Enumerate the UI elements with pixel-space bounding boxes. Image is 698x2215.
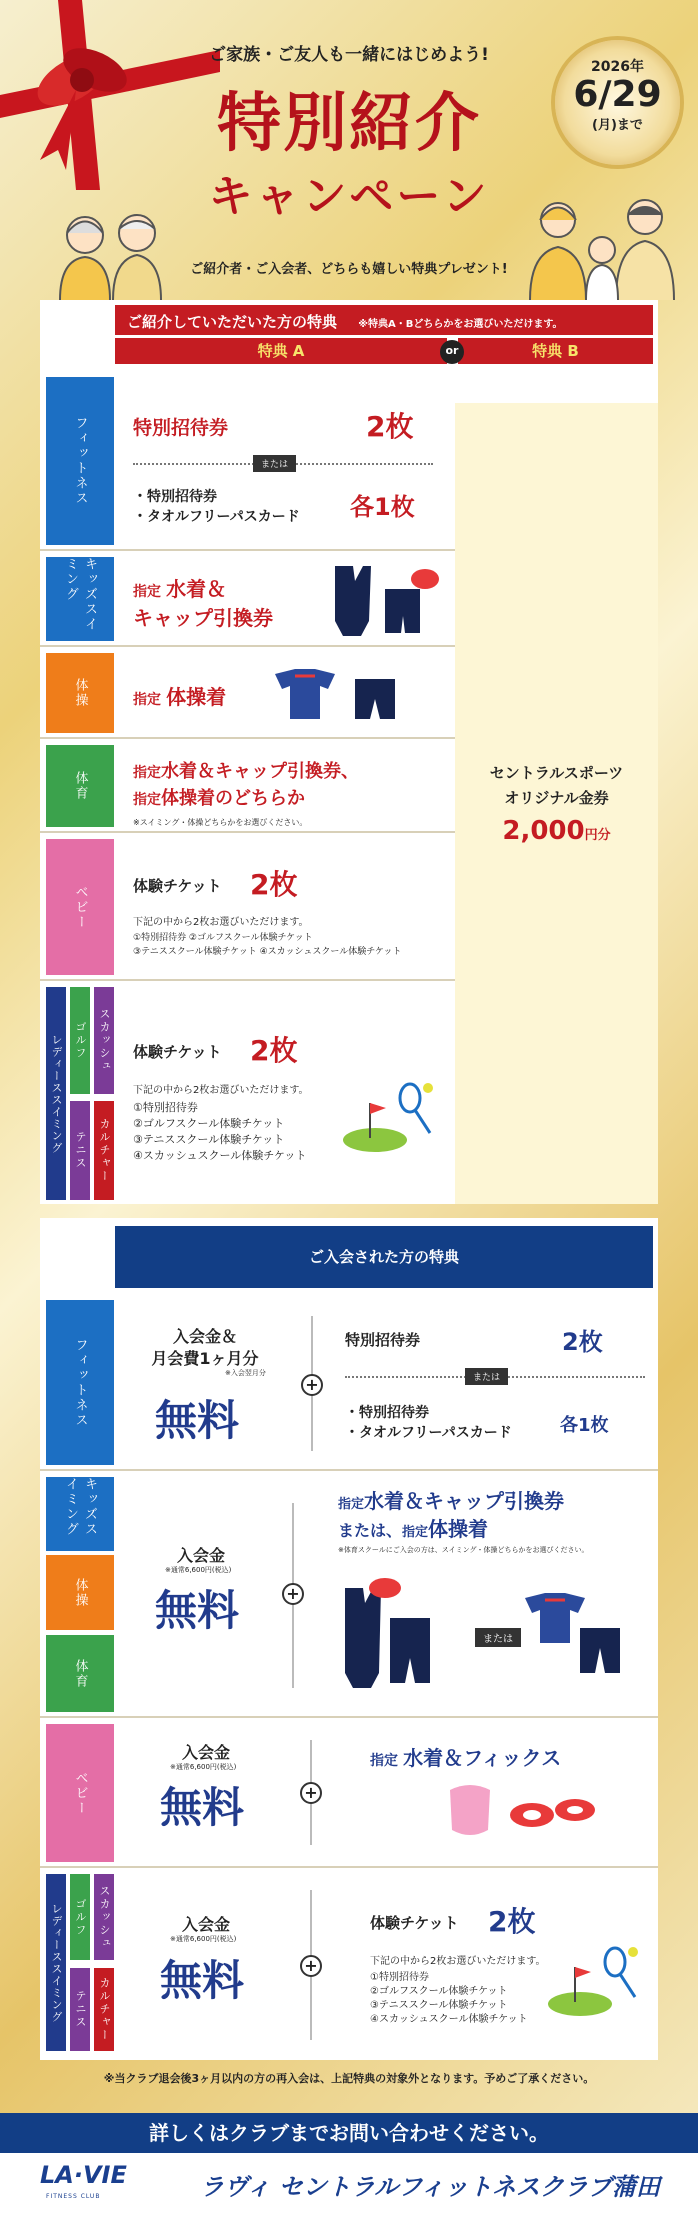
tab-pe: 体育	[46, 1635, 114, 1712]
perk-or-badge: or	[440, 340, 464, 364]
kids-or-label: または	[475, 1628, 521, 1647]
joiner-other-choose: 下記の中から2枚お選びいただけます。	[370, 1956, 546, 1967]
kids-swim-text	[133, 573, 273, 631]
intro-text: ご家族・ご友人も一緒にはじめよう!	[209, 45, 489, 65]
swimsuit-label: 水着＆	[166, 577, 227, 601]
joiner-fitness-p2b: ・タオルフリーパスカード	[345, 1425, 512, 1441]
kids-free: 無料	[155, 1586, 240, 1635]
joiner-other-option: ④スカッシュスクール体験チケット	[370, 2014, 528, 2025]
tab-kids-swim: キッズスイミング	[46, 557, 114, 641]
tab-fitness: フィットネス	[46, 1300, 114, 1465]
joiner-row-baby	[40, 1720, 658, 1868]
tab-ladies-swim: レディーススイミング	[46, 987, 66, 1200]
tab-baby: ベビー	[46, 1724, 114, 1862]
gift-voucher-line2: オリジナル金券	[504, 788, 609, 807]
gift-voucher-line1: セントラルスポーツ	[489, 763, 624, 782]
baby-fee-note: ※通常6,600円(税込)	[170, 1763, 237, 1771]
elderly-couple-illustration	[45, 205, 175, 300]
tab-tennis: テニス	[70, 1101, 90, 1200]
other-qty: 2枚	[250, 1034, 298, 1067]
tab-squash: スカッシュ	[94, 1874, 114, 1960]
plus-icon: +	[301, 1374, 323, 1396]
swimsuit-icon	[325, 561, 445, 641]
pe-text	[133, 759, 359, 813]
kids-fee-note: ※通常6,600円(税込)	[165, 1566, 232, 1574]
fitness-qty2: 各1枚	[350, 493, 415, 521]
joiner-row-other	[40, 1870, 658, 2055]
referrer-header-note: ※特典A・Bどちらかをお選びいただけます。	[358, 319, 563, 330]
fitness-fee-line2: 月会費1ヶ月分	[151, 1349, 259, 1368]
designated-label: 指定	[338, 1497, 365, 1512]
tab-pe: 体育	[46, 745, 114, 827]
fitness-or-label: または	[253, 455, 296, 472]
other-ticket: 体験チケット	[133, 1043, 222, 1061]
footer-logo	[0, 2153, 698, 2215]
page-title: 特別紹介	[217, 87, 481, 161]
other-fee-note: ※通常6,600円(税込)	[170, 1935, 237, 1943]
joiner-row-fitness	[40, 1296, 658, 1471]
tab-baby: ベビー	[46, 839, 114, 975]
referrer-row-baby	[40, 835, 455, 981]
fitness-fee-line1: 入会金＆	[172, 1327, 237, 1346]
disclaimer: ※当クラブ退会後3ヶ月以内の方の再入会は、上記特典の対象外となります。予めご了承ください。	[103, 2072, 595, 2085]
deadline-suffix: (月)まで	[592, 118, 643, 133]
baby-swim-fix: 水着＆フィックス	[403, 1746, 562, 1770]
gym-outfit-icon	[520, 1588, 640, 1678]
kids-note: ※体育スクールにご入会の方は、スイミング・体操どちらかをお選びください。	[338, 1546, 589, 1554]
designated-label: 指定	[133, 765, 161, 781]
tab-squash: スカッシュ	[94, 987, 114, 1094]
gym-outfit-icon	[270, 664, 430, 724]
hero-banner	[0, 0, 698, 300]
tab-tennis: テニス	[70, 1968, 90, 2051]
baby-swimsuit-icon	[440, 1775, 600, 1845]
pe-option-1: 水着＆キャップ引換券、	[161, 761, 359, 782]
baby-options-2: ③テニススクール体験チケット ④スカッシュスクール体験チケット	[133, 947, 402, 957]
referrer-row-other	[40, 983, 455, 1204]
contact-banner: 詳しくはクラブまでお問い合わせください。	[0, 2113, 698, 2153]
joiner-other-qty: 2枚	[488, 1905, 536, 1938]
hero-tagline: ご紹介者・ご入会者、どちらも嬉しい特典プレゼント!	[190, 262, 508, 277]
gift-voucher-amount: 2,000	[502, 815, 585, 846]
kids-perk-line2	[338, 1513, 488, 1542]
designated-label: 指定	[133, 584, 161, 600]
joiner-fitness-p1: 特別招待券	[345, 1331, 421, 1349]
baby-free: 無料	[160, 1783, 245, 1832]
kids-fee: 入会金	[177, 1546, 226, 1565]
joiner-fitness-q2: 各1枚	[560, 1415, 609, 1436]
designated-label: 指定	[133, 692, 161, 708]
tab-ladies-swim: レディーススイミング	[46, 1874, 66, 2051]
perk-b-header: 特典 B	[458, 338, 653, 364]
joiner-fitness-q1: 2枚	[562, 1328, 603, 1356]
golf-tennis-icon	[340, 1078, 440, 1158]
other-option: ②ゴルフスクール体験チケット	[133, 1117, 285, 1130]
gym-outfit-label: 体操着	[166, 685, 227, 709]
joiner-other-option: ①特別招待券	[370, 1972, 429, 1983]
tab-culture: カルチャー	[94, 1968, 114, 2051]
other-fee: 入会金	[182, 1915, 231, 1934]
gift-voucher-unit: 円分	[584, 827, 611, 843]
cap-voucher-label: キャップ引換券	[133, 606, 273, 630]
referrer-row-fitness	[40, 373, 455, 551]
club-name: ラヴィ セントラルフィットネスクラブ蒲田	[200, 2173, 661, 2201]
baby-qty: 2枚	[250, 868, 298, 901]
joiner-fitness-p2a: ・特別招待券	[345, 1405, 429, 1421]
referrer-header	[115, 305, 653, 335]
gym-outfit-label: 体操着	[428, 1517, 489, 1541]
other-option: ①特別招待券	[133, 1101, 198, 1114]
brand-logo: LA·VIE	[40, 2161, 127, 2189]
deadline-seal	[555, 40, 680, 165]
swim-cap-voucher: 水着＆キャップ引換券	[364, 1489, 565, 1513]
other-free: 無料	[160, 1956, 245, 2005]
designated-label: 指定	[133, 792, 161, 808]
joiner-benefits-card	[40, 1218, 658, 2060]
swimsuit-icon	[335, 1563, 465, 1693]
gym-text	[133, 681, 226, 710]
joiner-row-kids	[40, 1473, 658, 1718]
page-subtitle: キャンペーン	[208, 171, 490, 222]
referrer-header-title: ご紹介していただいた方の特典	[127, 313, 338, 331]
baby-ticket: 体験チケット	[133, 877, 222, 895]
other-choose: 下記の中から2枚お選びいただけます。	[133, 1085, 309, 1096]
baby-options-1: ①特別招待券 ②ゴルフスクール体験チケット	[133, 933, 313, 943]
fitness-fee-note: ※入会翌月分	[225, 1369, 266, 1377]
baby-choose: 下記の中から2枚お選びいただけます。	[133, 917, 309, 928]
designated-label: 指定	[402, 1525, 429, 1540]
golf-tennis-icon	[545, 1942, 645, 2022]
fitness-qty: 2枚	[366, 410, 414, 443]
fitness-option-b: ・タオルフリーパスカード	[133, 509, 300, 525]
perk-b-panel	[455, 403, 658, 1204]
tab-gymnastics: 体操	[46, 653, 114, 733]
designated-label: 指定	[370, 1753, 398, 1769]
baby-perk	[370, 1742, 561, 1771]
pe-option-2: 体操着のどちらか	[161, 788, 305, 809]
deadline-year: 2026年	[591, 59, 644, 75]
other-option: ④スカッシュスクール体験チケット	[133, 1149, 307, 1162]
fitness-option-a: ・特別招待券	[133, 489, 217, 505]
referrer-benefits-card	[40, 300, 658, 1204]
perk-a-header: 特典 A	[115, 338, 447, 364]
plus-icon: +	[282, 1583, 304, 1605]
tab-golf: ゴルフ	[70, 987, 90, 1094]
tab-gymnastics: 体操	[46, 1555, 114, 1630]
tab-culture: カルチャー	[94, 1101, 114, 1200]
brand-logo-sub: FITNESS CLUB	[46, 2193, 101, 2200]
tab-golf: ゴルフ	[70, 1874, 90, 1960]
other-option: ③テニススクール体験チケット	[133, 1133, 285, 1146]
plus-icon: +	[300, 1782, 322, 1804]
baby-fee: 入会金	[182, 1743, 231, 1762]
fitness-ticket: 特別招待券	[133, 417, 229, 439]
joiner-fitness-or: または	[465, 1368, 508, 1385]
referrer-row-kids-swim	[40, 553, 455, 647]
plus-icon: +	[300, 1955, 322, 1977]
tab-fitness: フィットネス	[46, 377, 114, 545]
or-label: または、	[338, 1521, 403, 1540]
family-illustration	[520, 195, 690, 300]
gift-voucher-amount-wrap	[502, 816, 610, 846]
tab-kids-swim: キッズスイミング	[46, 1477, 114, 1551]
fitness-free: 無料	[155, 1396, 240, 1445]
deadline-date: 6/29	[573, 74, 662, 115]
joiner-other-option: ③テニススクール体験チケット	[370, 2000, 508, 2011]
pe-note: ※スイミング・体操どちらかをお選びください。	[133, 818, 308, 827]
joiner-header: ご入会された方の特典	[115, 1226, 653, 1288]
kids-perk-line1	[338, 1485, 564, 1514]
referrer-row-pe	[40, 741, 455, 833]
joiner-other-option: ②ゴルフスクール体験チケット	[370, 1986, 508, 1997]
referrer-row-gymnastics	[40, 649, 455, 739]
joiner-other-ticket: 体験チケット	[370, 1914, 459, 1932]
